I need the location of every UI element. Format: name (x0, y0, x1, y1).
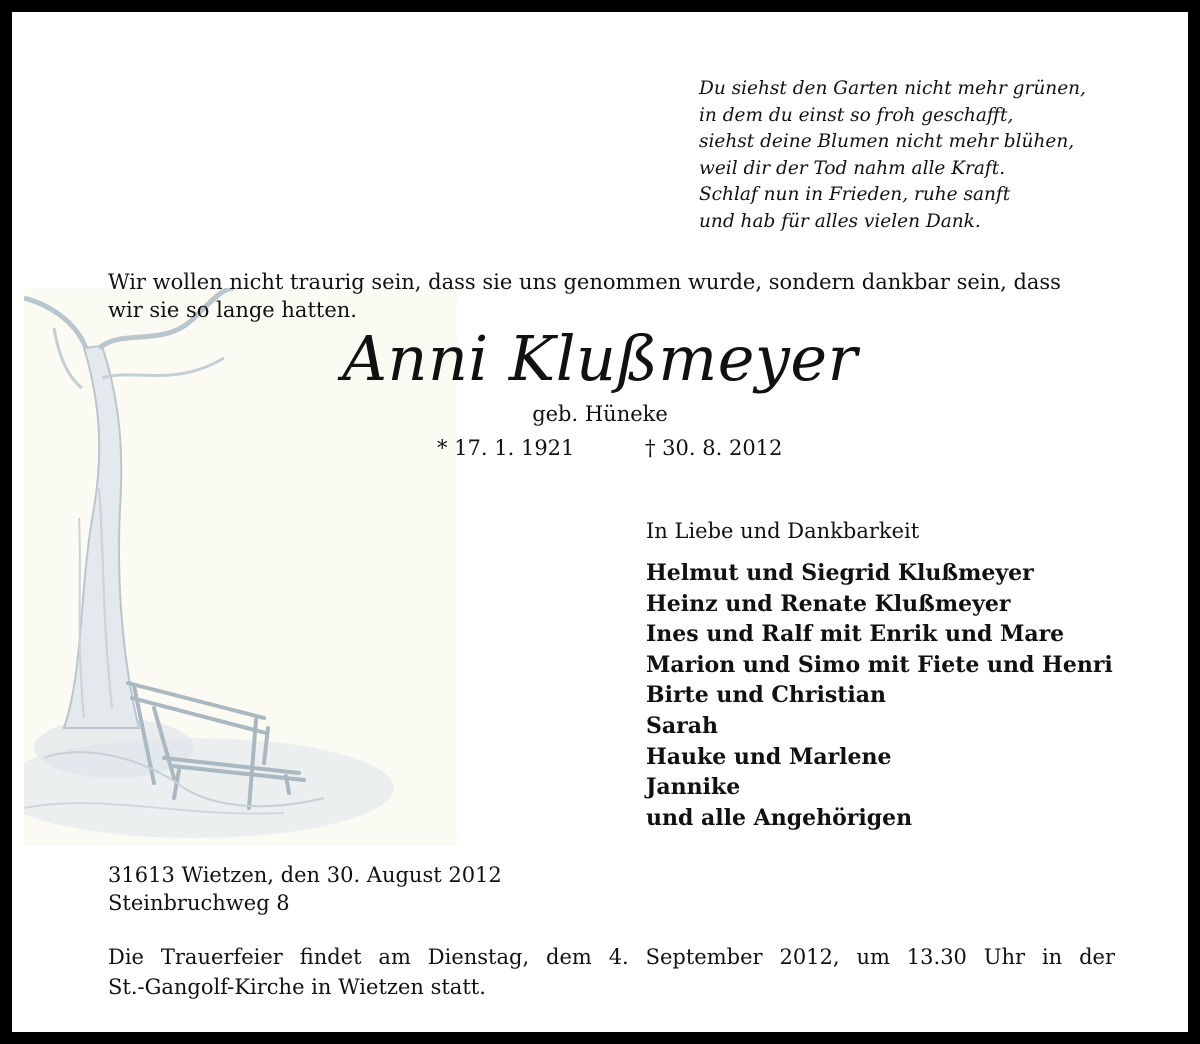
memorial-poem (699, 76, 1159, 236)
list-item: Birte und Christian (646, 682, 887, 709)
funeral-line: St.-Gangolf-Kirche in Wietzen statt. (108, 975, 486, 999)
funeral-line: Die Trauerfeier findet am Dienstag, dem 4. September 2012, um 13.30 Uhr in der (108, 945, 1115, 969)
poem-line: siehst deine Blumen nicht mehr blühen, (699, 131, 1075, 153)
list-item: Ines und Ralf mit Enrik und Mare (646, 621, 1065, 648)
quote-line: wir sie so lange hatten. (108, 298, 357, 322)
mourners-intro: In Liebe und Dankbarkeit (646, 519, 920, 543)
quote-line: Wir wollen nicht traurig sein, dass sie uns genommen wurde, sondern dankbar sein, dass (108, 270, 1061, 294)
deceased-name: Anni Klußmeyer (342, 322, 858, 395)
street-address: Steinbruchweg 8 (108, 891, 290, 915)
list-item: Heinz und Renate Klußmeyer (646, 590, 1011, 617)
death-date: † 30. 8. 2012 (645, 436, 783, 460)
poem-line: Schlaf nun in Frieden, ruhe sanft (699, 184, 1011, 206)
condolence-quote (108, 268, 1118, 324)
funeral-notice (108, 942, 1115, 1002)
birth-date: * 17. 1. 1921 (437, 436, 575, 460)
list-item: Hauke und Marlene (646, 743, 892, 770)
poem-line: in dem du einst so froh geschafft, (699, 104, 1014, 126)
list-item: Marion und Simo mit Fiete und Henri (646, 651, 1113, 678)
maiden-name: geb. Hüneke (532, 402, 668, 426)
poem-line: weil dir der Tod nahm alle Kraft. (699, 157, 1006, 179)
place-date: 31613 Wietzen, den 30. August 2012 (108, 863, 502, 887)
list-item: Helmut und Siegrid Klußmeyer (646, 560, 1034, 586)
list-item: Sarah (646, 712, 718, 739)
list-item: und alle Angehörigen (646, 804, 913, 831)
address-block (108, 861, 502, 917)
mourners-list (646, 558, 1113, 833)
poem-line: und hab für alles vielen Dank. (699, 210, 981, 232)
list-item: Jannike (646, 774, 741, 801)
poem-line: Du siehst den Garten nicht mehr grünen, (699, 78, 1086, 99)
